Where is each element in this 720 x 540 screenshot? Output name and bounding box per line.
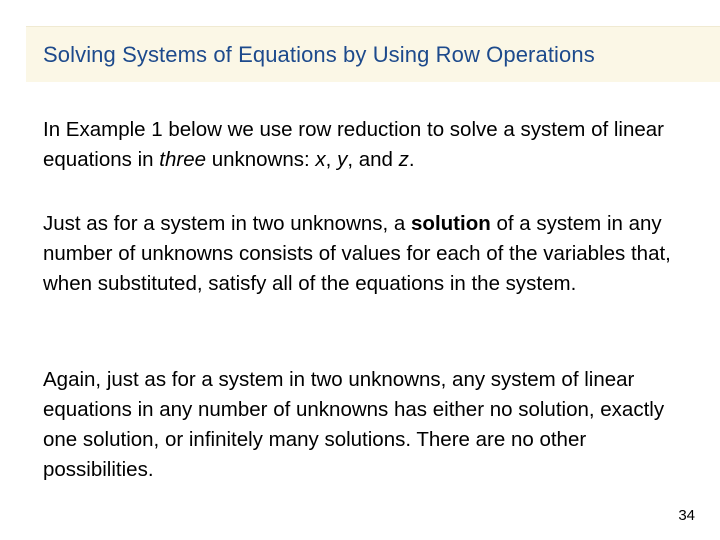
paragraph-text: Again, just as for a system in two unknowns, any system of linear equations in any number of unknowns has either no solution, exactly one solution, or infinitely many solutions. There are no other possibilities.: [43, 368, 665, 481]
slide-title: Solving Systems of Equations by Using Row Operations: [43, 42, 595, 67]
variable-x: x: [315, 148, 326, 171]
variable-z: z: [398, 148, 409, 171]
sentence-end: .: [408, 148, 415, 171]
paragraph-text: In Example 1 below we use row reduction to solve a system of linear equations in: [43, 118, 664, 171]
paragraph-example-intro: [43, 115, 693, 175]
paragraph-text: Just as for a system in two unknowns, a: [43, 212, 412, 235]
paragraph-text: unknowns:: [206, 148, 316, 171]
paragraph-solution-definition: [43, 209, 693, 299]
variable-y: y: [337, 148, 348, 171]
page-number: 34: [678, 507, 695, 524]
emphasis-three: three: [159, 148, 206, 171]
title-bar: [26, 26, 720, 82]
separator: , and: [347, 148, 399, 171]
paragraph-text: of a system in any number of unknowns consists of values for each of the variables that, when substituted, satisfy all of the equations in the system.: [43, 212, 671, 295]
separator: ,: [325, 148, 338, 171]
paragraph-possibilities: [43, 365, 693, 485]
term-solution: solution: [411, 212, 491, 235]
